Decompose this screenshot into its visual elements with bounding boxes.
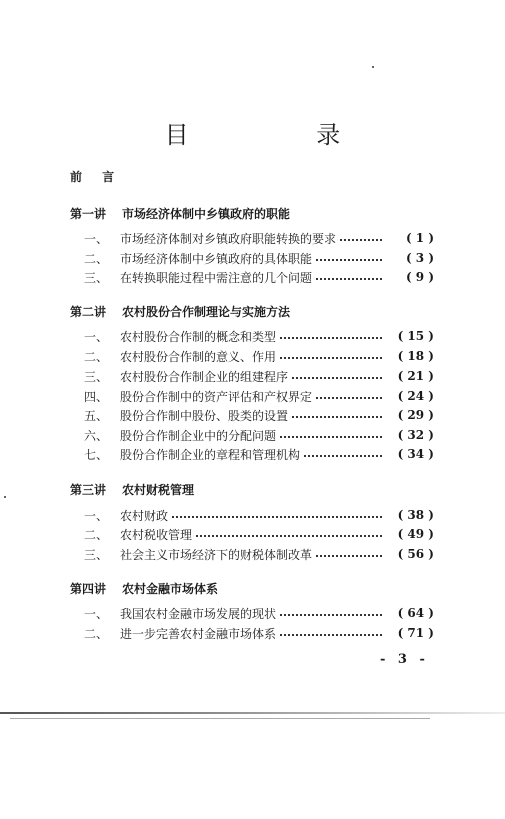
toc-entry <box>84 347 434 365</box>
toc-entry <box>84 525 434 543</box>
entry-index: 二、 <box>84 626 109 641</box>
entry-title: 进一步完善农村金融市场体系 <box>120 626 277 641</box>
leader-dots <box>172 516 382 518</box>
leader-dots <box>304 455 382 457</box>
entry-title: 农村股份合作制企业的组建程序 <box>120 369 289 384</box>
entry-title: 股份合作制企业中的分配问题 <box>120 428 277 443</box>
entry-page: ( 49 ) <box>397 527 434 541</box>
toc-entry <box>84 249 434 267</box>
entry-index: 二、 <box>84 527 109 542</box>
entry-title: 股份合作制中股份、股类的设置 <box>120 408 289 423</box>
entry-index: 六、 <box>84 428 109 443</box>
scan-edge-line <box>0 712 505 714</box>
entry-page: ( 32 ) <box>397 428 434 442</box>
entry-index: 五、 <box>84 408 109 423</box>
leader-dots <box>280 436 382 438</box>
entry-title: 农村股份合作制的概念和类型 <box>120 329 277 344</box>
entry-title: 股份合作制企业的章程和管理机构 <box>120 447 301 462</box>
leader-dots <box>292 377 382 379</box>
entry-page: ( 9 ) <box>405 270 434 284</box>
entry-title: 农村财政 <box>120 508 169 523</box>
chapter-title: 农村金融市场体系 <box>122 582 219 596</box>
entry-index: 一、 <box>84 508 109 523</box>
entry-index: 三、 <box>84 369 109 384</box>
leader-dots <box>280 634 382 636</box>
scan-speck <box>4 496 6 498</box>
foreword-heading: 前 言 <box>70 170 123 184</box>
toc-entry <box>84 506 434 524</box>
leader-dots <box>316 397 382 399</box>
entry-page: ( 64 ) <box>397 606 434 620</box>
entry-page: ( 18 ) <box>397 349 434 363</box>
entry-index: 四、 <box>84 389 109 404</box>
toc-entry <box>84 367 434 385</box>
entry-page: ( 34 ) <box>397 447 434 461</box>
toc-entry <box>84 445 434 463</box>
chapter-heading <box>70 303 290 320</box>
entry-title: 在转换职能过程中需注意的几个问题 <box>120 270 313 285</box>
toc-entry <box>84 387 434 405</box>
entry-title: 社会主义市场经济下的财税体制改革 <box>120 547 313 562</box>
leader-dots <box>280 337 382 339</box>
chapter-heading <box>70 580 218 597</box>
chapter-number: 第四讲 <box>70 582 107 596</box>
toc-entry <box>84 604 434 622</box>
entry-page: ( 3 ) <box>405 251 434 265</box>
entry-page: ( 29 ) <box>397 408 434 422</box>
leader-dots <box>280 614 382 616</box>
toc-entry <box>84 229 434 247</box>
leader-dots <box>196 535 382 537</box>
chapter-heading <box>70 205 290 222</box>
entry-index: 三、 <box>84 270 109 285</box>
chapter-title: 农村财税管理 <box>122 483 195 497</box>
entry-title: 农村税收管理 <box>120 527 193 542</box>
leader-dots <box>316 278 382 280</box>
entry-index: 七、 <box>84 447 109 462</box>
chapter-number: 第三讲 <box>70 483 107 497</box>
toc-entry <box>84 268 434 286</box>
entry-index: 一、 <box>84 329 109 344</box>
entry-title: 市场经济体制中乡镇政府的具体职能 <box>120 251 313 266</box>
entry-page: ( 15 ) <box>397 329 434 343</box>
entry-title: 市场经济体制对乡镇政府职能转换的要求 <box>120 231 337 246</box>
entry-title: 我国农村金融市场发展的现状 <box>120 606 277 621</box>
chapter-title: 农村股份合作制理论与实施方法 <box>122 305 291 319</box>
toc-entry <box>84 426 434 444</box>
entry-page: ( 24 ) <box>397 389 434 403</box>
leader-dots <box>316 555 382 557</box>
entry-title: 农村股份合作制的意义、作用 <box>120 349 277 364</box>
chapter-heading <box>70 481 194 498</box>
chapter-number: 第二讲 <box>70 305 107 319</box>
toc-entry <box>84 327 434 345</box>
leader-dots <box>292 416 382 418</box>
leader-dots <box>280 357 382 359</box>
entry-page: ( 71 ) <box>397 626 434 640</box>
page-title: 目 录 <box>164 121 401 149</box>
entry-page: ( 38 ) <box>397 508 434 522</box>
leader-dots <box>316 259 382 261</box>
scan-speck <box>372 66 374 68</box>
entry-index: 一、 <box>84 231 109 246</box>
toc-entry <box>84 406 434 424</box>
entry-page: ( 21 ) <box>397 369 434 383</box>
entry-page: ( 56 ) <box>397 547 434 561</box>
entry-index: 一、 <box>84 606 109 621</box>
toc-entry <box>84 545 434 563</box>
toc-entry <box>84 624 434 642</box>
entry-page: ( 1 ) <box>405 231 434 245</box>
page-number: - 3 - <box>380 652 429 667</box>
entry-index: 三、 <box>84 547 109 562</box>
entry-index: 二、 <box>84 251 109 266</box>
scan-edge-line <box>10 718 430 719</box>
chapter-number: 第一讲 <box>70 207 107 221</box>
entry-title: 股份合作制中的资产评估和产权界定 <box>120 389 313 404</box>
leader-dots <box>340 239 382 241</box>
chapter-title: 市场经济体制中乡镇政府的职能 <box>122 207 291 221</box>
entry-index: 二、 <box>84 349 109 364</box>
